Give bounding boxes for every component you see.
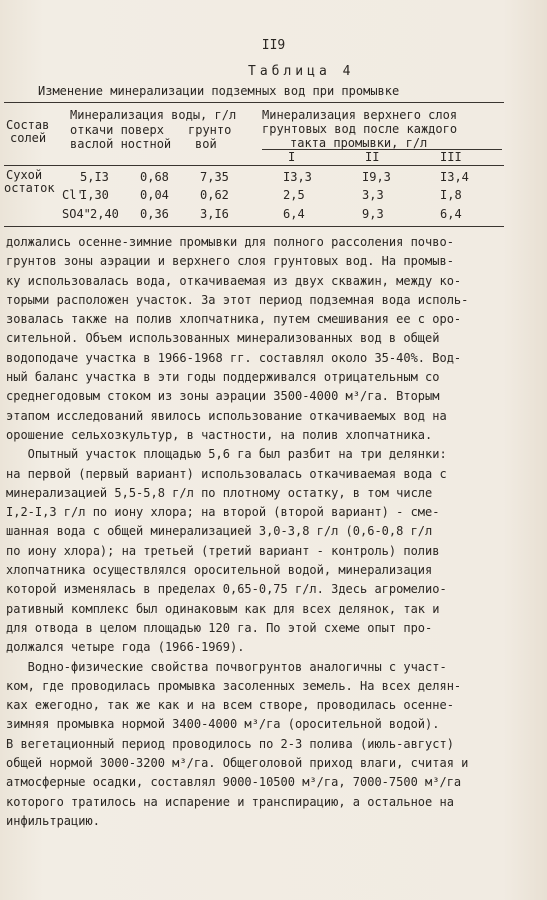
- paragraph: Водно-физические свойства почвогрунтов аналогичны с участ- ком, где проводилась промывка засоленных земель. На всех делян- ках ежегодно, так же как и на всем створе, проводилась осенне- зимняя промывка нормой 3400-4000 м³/га (оросительной водой). В вегетационный период проводилось по 2-3 полива (июль-август) общей нормой 3000-3200 м³/га. Общеголовой приход влаги, считая и атмосферные осадки, составлял 9000-10500 м³/га, 7000-7500 м³/га которого тратилось на испарение и транспирацию, а остальное на инфильтрацию.: [6, 659, 469, 828]
- table-cell: 0,36: [140, 207, 169, 221]
- table-cell: I3,3: [283, 170, 312, 184]
- header-sostav-2: солей: [10, 131, 47, 145]
- header-otkachi-2: васлой ностной: [70, 137, 172, 151]
- table-cell: 5,I3: [80, 170, 109, 184]
- data-table: [0, 0, 547, 240]
- header-grunt-2: вой: [195, 137, 217, 151]
- table-cell: 0,68: [140, 170, 169, 184]
- table-cell: 7,35: [200, 170, 229, 184]
- table-cell: 6,4: [440, 207, 462, 221]
- table-cell: 3,I6: [200, 207, 229, 221]
- row-ion: SO4": [62, 207, 91, 221]
- header-bottom-rule: [4, 165, 504, 166]
- header-upper-layer-1: Минерализация верхнего слоя: [262, 108, 458, 122]
- row-label: Сухой: [6, 168, 43, 182]
- table-cell: 3,3: [362, 188, 384, 202]
- table-cell: 9,3: [362, 207, 384, 221]
- header-upper-layer-3: такта промывки, г/л: [290, 136, 428, 150]
- header-mineralization: Минерализация воды, г/л: [70, 108, 237, 122]
- table-caption: Изменение минерализации подземных вод при промывке: [38, 84, 400, 98]
- header-otkachi-1: откачи поверх: [70, 123, 164, 137]
- row-label: остаток: [4, 181, 55, 195]
- table-top-rule: [4, 102, 504, 103]
- header-takt-2: II: [365, 150, 380, 164]
- table-cell: I3,4: [440, 170, 469, 184]
- header-sostav-1: Состав: [6, 118, 50, 132]
- table-cell: I,30: [80, 188, 109, 202]
- table-cell: 0,04: [140, 188, 169, 202]
- header-takt-1: I: [288, 150, 296, 164]
- table-cell: 0,62: [200, 188, 229, 202]
- body-text: [6, 233, 526, 831]
- row-ion: Cl': [62, 188, 84, 202]
- table-cell: 6,4: [283, 207, 305, 221]
- header-takt-3: III: [440, 150, 462, 164]
- page-number: II9: [261, 38, 286, 53]
- table-bottom-rule: [4, 226, 504, 227]
- paragraph: должались осенне-зимние промывки для полного рассоления почво- грунтов зоны аэрации и верхнего слоя грунтовых вод. На промыв- ку использовалась вода, откачиваемая из двух скважин, между ко- торыми расположен участок. За этот период подземная вода исполь- зовалась также на полив хлопчатника, путем смешивания ее с оро- сительной. Объем использованных минерализованных вод в общей водоподаче участка в 1966-1968 гг. составлял около 35-40%. Вод- ный баланс участка в эти годы поддерживался отрицательным со среднегодовым стоком из зоны аэрации 3500-4000 м³/га. Вторым этапом исследований явилось использование откачиваемых вод на орошение сельхозкультур, в частности, на полив хлопчатника.: [6, 235, 469, 442]
- header-grunt-1: грунто: [188, 123, 232, 137]
- table-cell: 2,40: [90, 207, 119, 221]
- table-cell: I9,3: [362, 170, 391, 184]
- table-cell: 2,5: [283, 188, 305, 202]
- table-cell: I,8: [440, 188, 462, 202]
- paragraph: Опытный участок площадью 5,6 га был разбит на три делянки: на первой (первый вариант) использовалась откачиваемая вода с минерализацией 5,5-5,8 г/л по плотному остатку, в том числе I,2-I,3 г/л по иону хлора; на второй (второй вариант) - сме- шанная вода с общей минерализацией 3,0-3,8 г/л (0,6-0,8 г/л по иону хлора); на третьей (третий вариант - контроль) полив хлопчатника осуществлялся оросительной водой, минерализация которой изменялась в пределах 0,65-0,75 г/л. Здесь агромелио- ративный комплекс был одинаковым как для всех делянок, так и для отвода в целом площадью 120 га. По этой схеме опыт про- должался четыре года (1966-1969).: [6, 447, 447, 655]
- header-underline: [262, 149, 502, 150]
- header-upper-layer-2: грунтовых вод после каждого: [262, 122, 458, 136]
- table-number: Таблица 4: [248, 64, 355, 79]
